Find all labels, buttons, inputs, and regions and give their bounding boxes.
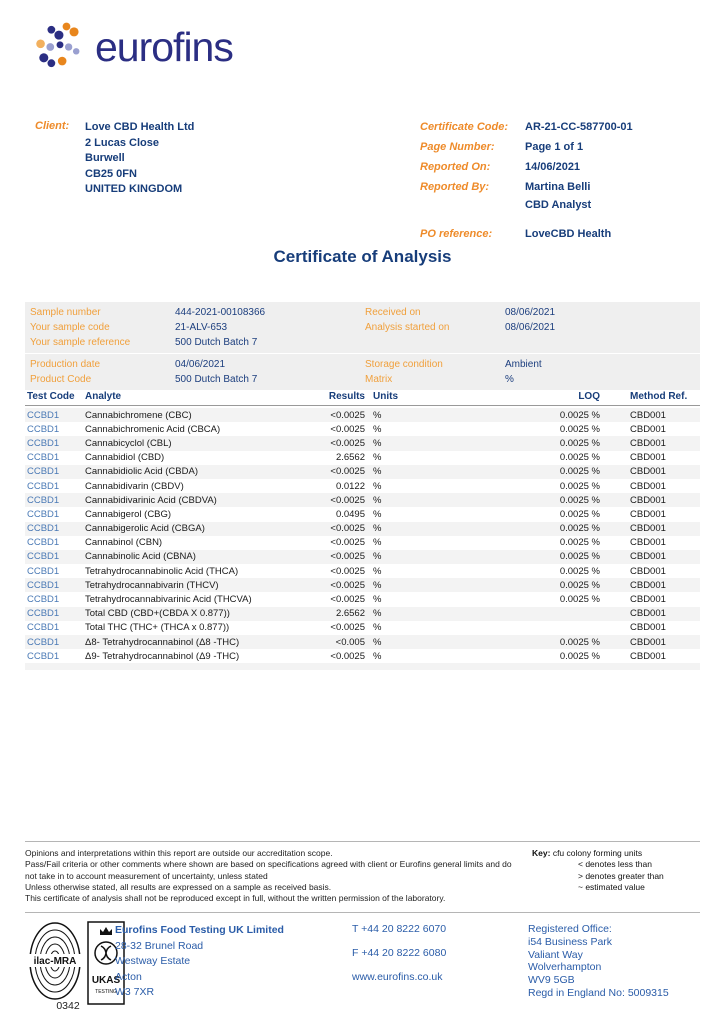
sample-field-label: Received on (365, 307, 421, 318)
cell-loq: 0.0025 % (559, 437, 600, 449)
key-first-line: Key: cfu colony forming units (532, 848, 643, 858)
table-row (25, 493, 700, 507)
client-address-line: 2 Lucas Close (85, 136, 159, 149)
certificate-code-value: AR-21-CC-587700-01 (525, 121, 633, 133)
cell-analyte: Total CBD (CBD+(CBDA X 0.877)) (85, 608, 230, 620)
ilac-mra-logo-icon (28, 921, 82, 1001)
registered-office-line: i54 Business Park (528, 935, 613, 948)
sample-field-label: Analysis started on (365, 322, 450, 333)
lab-address-lines (115, 939, 284, 1001)
registered-office-lines (528, 936, 669, 1000)
sample-field-label: Your sample reference (30, 337, 131, 348)
cell-analyte: Cannabidivarin (CBDV) (85, 480, 184, 492)
key-lines (532, 859, 700, 893)
cell-method: CBD001 (630, 579, 666, 591)
cell-method: CBD001 (630, 608, 666, 620)
reported-by-row (420, 180, 710, 212)
eurofins-wordmark: eurofins (95, 24, 233, 70)
accreditation-logos (28, 921, 125, 1005)
cell-unit: % (373, 480, 382, 492)
lab-name: Eurofins Food Testing UK Limited (115, 924, 284, 936)
disclaimer-section (25, 841, 700, 913)
svg-text:ilac-MRA: ilac-MRA (33, 956, 77, 967)
sample-field-value: 500 Dutch Batch 7 (175, 337, 258, 348)
cell-method: CBD001 (630, 650, 666, 662)
cell-analyte: Δ8- Tetrahydrocannabinol (Δ8 -THC) (85, 636, 240, 648)
cell-analyte: Cannabinol (CBN) (85, 537, 163, 549)
registered-office-title: Registered Office: (528, 923, 612, 935)
sample-field-value: 08/06/2021 (505, 307, 556, 318)
cell-analyte: Cannabidiol (CBD) (85, 452, 165, 464)
cell-result: <0.0025 (330, 594, 365, 606)
cell-result: <0.0025 (330, 650, 365, 662)
cell-test-code: CCBD1 (27, 537, 60, 549)
cell-test-code: CCBD1 (27, 636, 60, 648)
certificate-code-label: Certificate Code: (420, 121, 509, 133)
table-row (25, 479, 700, 493)
table-row (25, 536, 700, 550)
sample-info-block-1 (25, 302, 700, 353)
disclaimer-text (25, 848, 525, 912)
cell-method: CBD001 (630, 466, 666, 478)
sample-info-row (25, 372, 700, 387)
key-line: > denotes greater than (578, 870, 664, 881)
sample-info-block-2 (25, 354, 700, 390)
client-address-line: Burwell (85, 152, 125, 164)
cell-test-code: CCBD1 (27, 594, 60, 606)
cell-loq: 0.0025 % (559, 508, 600, 520)
key-line: ~ estimated value (578, 881, 645, 892)
table-row (25, 550, 700, 564)
cell-test-code: CCBD1 (27, 494, 60, 506)
cell-analyte: Cannabichromene (CBC) (85, 409, 192, 421)
website-url: www.eurofins.co.uk (352, 971, 443, 983)
cell-result: <0.0025 (330, 409, 365, 421)
cell-loq: 0.0025 % (559, 551, 600, 563)
svg-text:UKAS: UKAS (91, 975, 121, 986)
results-table (25, 388, 700, 670)
sample-field-value: 21-ALV-653 (175, 322, 228, 333)
registered-office-line: Wolverhampton (528, 961, 602, 974)
eurofins-dots-icon (33, 20, 87, 74)
cell-result: 0.0122 (335, 480, 365, 492)
cell-test-code: CCBD1 (27, 579, 60, 591)
sample-info-row (25, 357, 700, 372)
cell-method: CBD001 (630, 452, 666, 464)
lab-address-block (115, 923, 284, 1001)
cell-loq: 0.0025 % (559, 423, 600, 435)
cell-loq: 0.0025 % (559, 480, 600, 492)
sample-field-label: Storage condition (365, 359, 443, 370)
header-test-code: Test Code (27, 391, 75, 402)
fax-number: F +44 20 8222 6080 (352, 947, 447, 959)
reported-by-name: Martina Belli (525, 181, 591, 193)
cell-unit: % (373, 565, 382, 577)
cell-test-code: CCBD1 (27, 466, 60, 478)
cell-analyte: Cannabinolic Acid (CBNA) (85, 551, 196, 563)
table-row (25, 578, 700, 592)
lab-address-line: Acton (115, 970, 142, 983)
cell-loq: 0.0025 % (559, 523, 600, 535)
cell-result: <0.0025 (330, 523, 365, 535)
cell-unit: % (373, 579, 382, 591)
cell-method: CBD001 (630, 508, 666, 520)
cell-analyte: Δ9- Tetrahydrocannabinol (Δ9 -THC) (85, 650, 240, 662)
cell-loq: 0.0025 % (559, 452, 600, 464)
cell-unit: % (373, 437, 382, 449)
cell-analyte: Tetrahydrocannabivarinic Acid (THCVA) (85, 594, 252, 606)
registered-office-line: Regd in England No: 5009315 (528, 986, 669, 999)
cell-result: <0.0025 (330, 579, 365, 591)
cell-loq: 0.0025 % (559, 636, 600, 648)
cell-method: CBD001 (630, 565, 666, 577)
cell-unit: % (373, 494, 382, 506)
cell-unit: % (373, 466, 382, 478)
table-row (25, 408, 700, 422)
client-address (85, 120, 194, 198)
cell-method: CBD001 (630, 409, 666, 421)
header-loq: LOQ (578, 391, 600, 402)
cell-unit: % (373, 523, 382, 535)
cell-analyte: Cannabigerol (CBG) (85, 508, 172, 520)
table-row (25, 621, 700, 635)
page-number-label: Page Number: (420, 141, 495, 153)
cell-loq: 0.0025 % (559, 537, 600, 549)
disclaimer-line: Unless otherwise stated, all results are expressed on a sample as received basis. (25, 881, 332, 892)
cell-analyte: Cannabichromenic Acid (CBCA) (85, 423, 221, 435)
cell-analyte: Tetrahydrocannabivarin (THCV) (85, 579, 219, 591)
cell-method: CBD001 (630, 494, 666, 506)
cell-loq: 0.0025 % (559, 565, 600, 577)
cell-unit: % (373, 537, 382, 549)
key-line: < denotes less than (578, 859, 652, 870)
cell-result: <0.0025 (330, 423, 365, 435)
reported-by-role: CBD Analyst (525, 199, 592, 211)
table-row (25, 422, 700, 436)
cell-loq: 0.0025 % (559, 494, 600, 506)
cell-result: <0.0025 (330, 437, 365, 449)
cell-loq: 0.0025 % (559, 650, 600, 662)
po-reference-row (420, 227, 710, 241)
key-block (532, 848, 700, 912)
cell-loq: 0.0025 % (559, 409, 600, 421)
certificate-code-row (420, 120, 710, 134)
cell-test-code: CCBD1 (27, 409, 60, 421)
cell-unit: % (373, 650, 382, 662)
cell-method: CBD001 (630, 480, 666, 492)
cell-result: <0.0025 (330, 466, 365, 478)
header-analyte: Analyte (85, 391, 122, 402)
registered-office-line: Valiant Way (528, 948, 583, 961)
page-number-value: Page 1 of 1 (525, 141, 584, 153)
cell-method: CBD001 (630, 523, 666, 535)
cell-unit: % (373, 551, 382, 563)
cell-result: <0.0025 (330, 565, 365, 577)
table-row (25, 564, 700, 578)
client-block (35, 120, 194, 198)
sample-info-row (25, 305, 700, 320)
cell-analyte: Cannabicyclol (CBL) (85, 437, 172, 449)
table-row (25, 451, 700, 465)
cell-test-code: CCBD1 (27, 650, 60, 662)
cell-test-code: CCBD1 (27, 608, 60, 620)
cell-analyte: Cannabidiolic Acid (CBDA) (85, 466, 198, 478)
cell-result: <0.005 (335, 636, 365, 648)
sample-field-label: Product Code (30, 374, 92, 385)
cell-method: CBD001 (630, 423, 666, 435)
cell-loq: 0.0025 % (559, 594, 600, 606)
results-table-body (25, 408, 700, 670)
sample-info-row (25, 335, 700, 350)
lab-address-line: Westway Estate (115, 955, 191, 967)
cell-method: CBD001 (630, 594, 666, 606)
sample-field-value: Ambient (505, 359, 542, 370)
sample-field-value: 04/06/2021 (175, 359, 226, 370)
reported-on-row (420, 160, 710, 174)
cell-unit: % (373, 608, 382, 620)
cell-result: 2.6562 (335, 608, 365, 620)
page-title: Certificate of Analysis (273, 247, 452, 266)
certificate-meta-block (420, 120, 710, 247)
cell-test-code: CCBD1 (27, 622, 60, 634)
cell-analyte: Cannabidivarinic Acid (CBDVA) (85, 494, 217, 506)
sample-field-value: 500 Dutch Batch 7 (175, 374, 258, 385)
cell-result: <0.0025 (330, 622, 365, 634)
cell-unit: % (373, 409, 382, 421)
cell-analyte: Tetrahydrocannabinolic Acid (THCA) (85, 565, 239, 577)
cell-test-code: CCBD1 (27, 423, 60, 435)
header-results: Results (328, 391, 365, 402)
cell-result: <0.0025 (330, 494, 365, 506)
cell-unit: % (373, 594, 382, 606)
cell-loq: 0.0025 % (559, 579, 600, 591)
sample-field-label: Matrix (365, 374, 393, 385)
cell-method: CBD001 (630, 622, 666, 634)
svg-text:TESTING: TESTING (95, 989, 117, 995)
lab-address-line: 28-32 Brunel Road (115, 939, 204, 952)
cell-result: <0.0025 (330, 537, 365, 549)
table-row (25, 635, 700, 649)
disclaimer-line: Opinions and interpretations within this report are outside our accreditation scope. (25, 848, 333, 858)
cell-method: CBD001 (630, 636, 666, 648)
cell-test-code: CCBD1 (27, 437, 60, 449)
cell-unit: % (373, 452, 382, 464)
lab-address-line: W3 7XR (115, 986, 155, 998)
results-table-header (25, 388, 700, 406)
cell-analyte: Total THC (THC+ (THCA x 0.877)) (85, 622, 230, 634)
cell-unit: % (373, 636, 382, 648)
cell-test-code: CCBD1 (27, 508, 60, 520)
page-number-row (420, 140, 710, 154)
header-method-ref: Method Ref. (630, 391, 688, 402)
po-reference-value: LoveCBD Health (525, 228, 612, 240)
client-label: Client: (35, 120, 70, 132)
cell-method: CBD001 (630, 437, 666, 449)
sample-field-value: % (505, 374, 514, 385)
sample-field-value: 08/06/2021 (505, 322, 556, 333)
reported-by-label: Reported By: (420, 181, 490, 193)
cell-result: <0.0025 (330, 551, 365, 563)
cell-test-code: CCBD1 (27, 523, 60, 535)
po-reference-label: PO reference: (420, 228, 493, 240)
table-row (25, 592, 700, 606)
cell-method: CBD001 (630, 551, 666, 563)
accreditation-number: 0342 (56, 1000, 80, 1012)
reported-on-label: Reported On: (420, 161, 491, 173)
cell-unit: % (373, 508, 382, 520)
table-row (25, 465, 700, 479)
cell-unit: % (373, 423, 382, 435)
client-address-line: CB25 0FN (85, 167, 137, 180)
sample-field-label: Sample number (30, 307, 101, 318)
disclaimer-line: Pass/Fail criteria or other comments where shown are based on specifications agreed with client or Eurofins general limits and do not take in to account measurement of uncertainty, unless stated (25, 859, 512, 881)
table-row (25, 522, 700, 536)
cell-test-code: CCBD1 (27, 565, 60, 577)
phone-number: T +44 20 8222 6070 (352, 923, 447, 935)
table-row (25, 649, 700, 663)
reported-on-value: 14/06/2021 (525, 161, 581, 173)
cell-analyte: Cannabigerolic Acid (CBGA) (85, 523, 205, 535)
table-row (25, 607, 700, 621)
cell-method: CBD001 (630, 537, 666, 549)
cell-test-code: CCBD1 (27, 480, 60, 492)
registered-office-block (528, 923, 669, 1000)
sample-field-label: Your sample code (30, 322, 110, 333)
sample-field-label: Production date (30, 359, 101, 370)
cell-loq: 0.0025 % (559, 466, 600, 478)
key-label: Key: (532, 848, 551, 858)
header-units: Units (373, 391, 398, 402)
eurofins-logo (33, 20, 233, 74)
registered-office-line: WV9 5GB (528, 974, 575, 987)
cell-unit: % (373, 622, 382, 634)
disclaimer-line: This certificate of analysis shall not be reproduced except in full, without the written permission of the laboratory. (25, 893, 446, 904)
cell-test-code: CCBD1 (27, 551, 60, 563)
table-row (25, 436, 700, 450)
cell-result: 0.0495 (335, 508, 365, 520)
cell-result: 2.6562 (335, 452, 365, 464)
sample-info-row (25, 320, 700, 335)
sample-field-value: 444-2021-00108366 (175, 307, 266, 318)
table-row (25, 507, 700, 521)
cell-test-code: CCBD1 (27, 452, 60, 464)
client-address-line: UNITED KINGDOM (85, 183, 183, 195)
client-address-line: Love CBD Health Ltd (85, 121, 195, 133)
contact-block (352, 923, 446, 995)
